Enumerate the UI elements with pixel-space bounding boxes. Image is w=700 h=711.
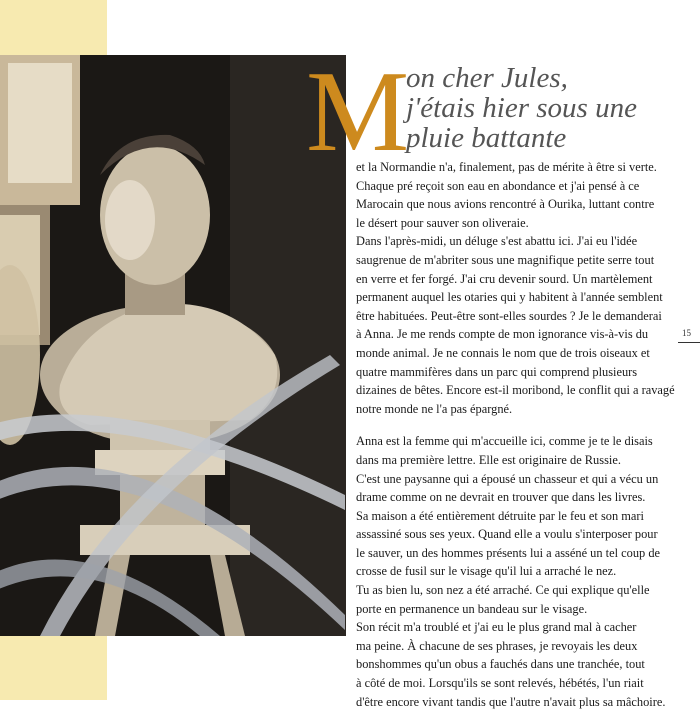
- text-line: porte en permanence un bandeau sur le visage.: [356, 601, 588, 616]
- page-number-rule: [678, 342, 700, 343]
- text-line: le désert pour sauver son oliveraie.: [356, 215, 529, 230]
- text-line: C'est une paysanne qui a épousé un chasseur et qui a vécu un: [356, 471, 659, 486]
- text-line: Anna est la femme qui m'accueille ici, comme je te le disais: [356, 434, 653, 449]
- text-line: Tu as bien lu, son nez a été arraché. Ce qui explique qu'elle: [356, 583, 650, 598]
- text-line: Marocain que nous avions rencontré à Ourika, luttant contre: [356, 197, 655, 212]
- page-number: 15: [682, 328, 691, 338]
- text-line: bonshommes qu'un obus a fauchés dans une tranchée, tout: [356, 657, 645, 672]
- heading-line-1: on cher Jules,: [406, 62, 568, 94]
- text-line: assassiné sous ses yeux. Quand elle a voulu s'interposer pour: [356, 527, 658, 542]
- text-line: permanent auquel les otaries qui y habitent à l'année semblent: [356, 290, 663, 305]
- text-line: quatre mammifères dans un parc qui comprend plusieurs: [356, 364, 638, 379]
- text-line: d'être encore vivant tandis que l'autre n'avait plus sa mâchoire.: [356, 694, 666, 709]
- text-line: et la Normandie n'a, finalement, pas de mérite à être si verte.: [356, 160, 657, 174]
- drop-cap: M: [306, 48, 410, 176]
- text-line: le sauver, un des hommes présents lui a asséné un tel coup de: [356, 545, 661, 560]
- heading-line-2: j'étais hier sous une: [406, 92, 637, 124]
- text-line: notre monde ne l'a pas épargné.: [356, 401, 513, 416]
- text-line: être habituées. Peut-être sont-elles sourdes ? Je le demanderai: [356, 308, 662, 323]
- paragraph-1: [356, 158, 686, 418]
- text-line: Chaque pré reçoit son eau en abondance et j'ai pensé à ce: [356, 178, 640, 193]
- paragraph-2: [356, 432, 686, 711]
- text-line: Sa maison a été entièrement détruite par le feu et son mari: [356, 508, 644, 523]
- cream-margin-top: [0, 0, 107, 55]
- text-line: dizaines de bêtes. Encore est-il moribond, le conflit qui a ravagé: [356, 383, 675, 398]
- text-line: à Anna. Je me rends compte de mon ignorance vis-à-vis du: [356, 327, 649, 342]
- text-line: en verre et fer forgé. J'ai cru devenir sourd. Un martèlement: [356, 271, 653, 286]
- cream-margin-bottom: [0, 636, 107, 700]
- text-line: dans ma première lettre. Elle est originaire de Russie.: [356, 452, 621, 467]
- text-line: ma peine. À chacune de ses phrases, je revoyais les deux: [356, 638, 638, 653]
- paragraph-gap: [356, 418, 686, 432]
- text-line: Son récit m'a troublé et j'ai eu le plus grand mal à cacher: [356, 620, 637, 635]
- text-line: saugrenue de m'abriter sous une magnifique petite serre tout: [356, 252, 655, 267]
- bust-illustration: [0, 55, 346, 636]
- text-line: Dans l'après-midi, un déluge s'est abattu ici. J'ai eu l'idée: [356, 234, 638, 249]
- heading-line-3: pluie battante: [406, 122, 567, 154]
- text-line: crosse de fusil sur le visage qu'il lui a arraché le nez.: [356, 564, 617, 579]
- text-line: drame comme on ne devrait en trouver que dans les livres.: [356, 490, 646, 505]
- text-line: monde animal. Je ne connais le nom que de trois oiseaux et: [356, 345, 650, 360]
- letter-body: [356, 158, 686, 711]
- text-line: à côté de moi. Lorsqu'ils se sont relevés, hébétés, l'un riait: [356, 676, 644, 691]
